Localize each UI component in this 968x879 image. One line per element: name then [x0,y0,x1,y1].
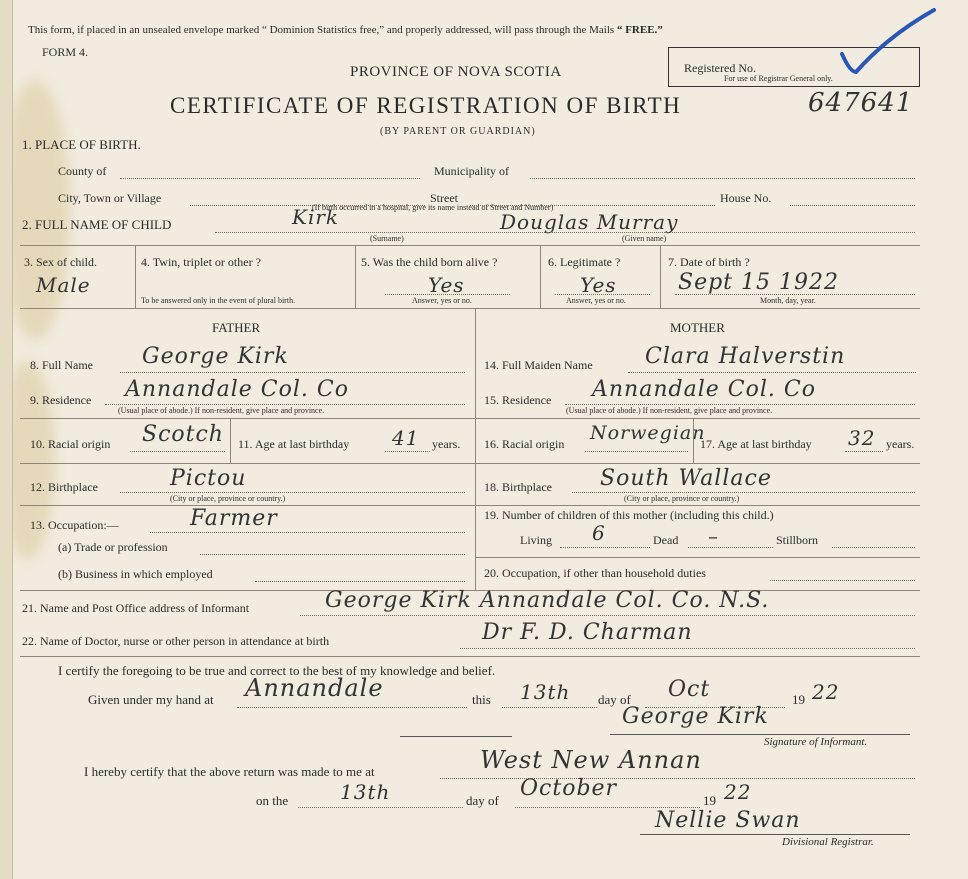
father-age: 41 [392,426,420,450]
registrar-place-line [440,778,915,779]
father-race-label: 10. Racial origin [30,437,111,451]
place-of-birth-label: 1. PLACE OF BIRTH. [22,137,141,152]
registrar-day: 13th [340,780,391,804]
mother-birthplace: South Wallace [600,466,772,491]
registrar-statement: I hereby certify that the above return was made to me at [84,764,375,779]
county-line [120,178,420,179]
doctor-line [460,648,915,649]
trade-line [200,554,465,555]
dead-line [688,547,773,548]
certify-year-prefix: 19 [792,692,805,707]
divider [475,308,476,590]
mother-race-label: 16. Racial origin [484,437,565,451]
dob-note: Month, day, year. [760,296,816,305]
child-given-name: Douglas Murray [500,210,679,234]
father-age-line [385,451,430,452]
registrar-year-prefix: 19 [703,793,716,808]
certify-place: Annandale [245,674,384,702]
business-label: (b) Business in which employed [58,567,213,581]
certify-year: 22 [812,680,840,704]
mother-birthplace-note: (City or place, province or country.) [624,494,740,503]
page-title: CERTIFICATE OF REGISTRATION OF BIRTH [170,93,682,118]
alive-value: Yes [428,273,465,297]
divider [230,418,231,463]
alive-label: 5. Was the child born alive ? [361,255,498,269]
dob-value: Sept 15 1922 [678,270,839,295]
father-birthplace-line [120,492,465,493]
informant-signature: George Kirk [622,704,769,729]
registrar-day-of-label: day of [466,793,499,808]
doctor-name: Dr F. D. Charman [482,620,693,645]
binding-edge [0,0,13,879]
registrar-signature-line [640,834,910,835]
father-residence: Annandale Col. Co [125,377,349,402]
dob-label: 7. Date of birth ? [668,255,750,269]
surname-caption: (Surname) [370,234,404,243]
on-the-label: on the [256,793,289,808]
trade-label: (a) Trade or profession [58,540,168,554]
mother-residence: Annandale Col. Co [592,377,816,402]
registrar-signature: Nellie Swan [655,808,801,833]
mother-residence-note: (Usual place of abode.) If non-resident, give place and province. [566,406,773,415]
house-label: House No. [720,191,772,205]
blank-rule [400,736,512,737]
informant-signature-line [610,734,910,735]
registrar-year: 22 [724,780,752,804]
divider [20,308,920,309]
informant-name-address: George Kirk Annandale Col. Co. N.S. [325,588,770,613]
municipality-line [530,178,915,179]
registrar-month: October [520,776,618,801]
certify-day-line [502,707,597,708]
father-name: George Kirk [142,344,289,369]
hospital-note: (If birth occurred in a hospital, give its name instead of Street and Number) [312,203,554,212]
legitimate-label: 6. Legitimate ? [548,255,621,269]
mother-name-label: 14. Full Maiden Name [484,358,593,372]
father-residence-note: (Usual place of abode.) If non-resident, give place and province. [118,406,325,415]
divider [475,557,920,558]
mother-maiden-name: Clara Halverstin [645,344,846,369]
mother-years: years. [886,437,915,451]
legitimate-note: Answer, yes or no. [566,296,626,305]
mother-race-line [585,451,688,452]
house-line [790,205,915,206]
father-birthplace-label: 12. Birthplace [30,480,98,494]
informant-signature-caption: Signature of Informant. [764,736,868,748]
mother-race: Norwegian [590,422,706,444]
mother-birthplace-line [572,492,915,493]
mother-residence-label: 15. Residence [484,393,552,407]
father-race-line [130,451,225,452]
twin-note: To be answered only in the event of plural birth. [141,296,296,305]
alive-line [385,294,510,295]
father-race: Scotch [142,422,224,447]
sex-label: 3. Sex of child. [24,255,97,269]
certify-place-line [237,707,467,708]
living-label: Living [520,533,552,547]
business-line [255,581,465,582]
day-of-label: day of [598,692,631,707]
father-birthplace: Pictou [170,466,247,491]
registered-label: Registered No. [684,61,756,75]
living-count: 6 [592,521,606,545]
page-subtitle: (BY PARENT OR GUARDIAN) [380,126,536,137]
child-name-line [215,232,915,233]
city-label: City, Town or Village [58,191,162,205]
mother-occupation-label: 20. Occupation, if other than household duties [484,566,706,580]
mother-age: 32 [848,426,876,450]
province-heading: PROVINCE OF NOVA SCOTIA [350,64,562,80]
doctor-label: 22. Name of Doctor, nurse or other person in attendance at birth [22,634,330,648]
registrar-caption: Divisional Registrar. [782,836,874,848]
registrar-use-note: For use of Registrar General only. [724,74,833,83]
father-occupation: Farmer [190,506,278,531]
certify-day: 13th [520,680,571,704]
father-name-label: 8. Full Name [30,358,93,372]
municipality-label: Municipality of [434,164,509,178]
sex-value: Male [36,273,91,297]
divider [660,245,661,308]
alive-note: Answer, yes or no. [412,296,472,305]
divider [355,245,356,308]
stillborn-label: Stillborn [776,533,819,547]
mother-age-label: 17. Age at last birthday [700,437,812,451]
given-name-caption: (Given name) [622,234,667,243]
twin-label: 4. Twin, triplet or other ? [141,255,261,269]
father-birthplace-note: (City or place, province or country.) [170,494,286,503]
registrar-day-line [298,807,463,808]
legitimate-line [555,294,650,295]
father-occupation-label: 13. Occupation:— [30,518,119,532]
divider [20,656,920,657]
registered-number: 647641 [808,88,914,118]
given-under-label: Given under my hand at [88,692,214,707]
street-label: Street [430,191,458,205]
dead-count: – [708,524,719,548]
this-label: this [472,692,491,707]
county-label: County of [58,164,107,178]
divider [20,245,920,246]
father-age-label: 11. Age at last birthday [238,437,350,451]
informant-line [300,615,915,616]
divider [20,463,920,464]
mother-heading: MOTHER [670,320,725,335]
divider [135,245,136,308]
checkmark-icon [838,6,938,86]
children-label: 19. Number of children of this mother (including this child.) [484,508,774,522]
divider [20,418,920,419]
mother-occupation-line [770,580,915,581]
child-surname: Kirk [292,205,340,229]
father-occupation-line [150,532,465,533]
living-line [560,547,650,548]
certify-statement: I certify the foregoing to be true and correct to the best of my knowledge and belief. [58,663,496,678]
divider [20,505,920,506]
mother-residence-line [565,404,915,405]
mother-age-line [845,451,883,452]
father-years: years. [432,437,461,451]
divider [540,245,541,308]
stillborn-line [832,547,915,548]
mother-name-line [628,372,916,373]
form-number: FORM 4. [42,45,89,59]
postal-notice: This form, if placed in an unsealed envelope marked “ Dominion Statistics free,” and properly addressed, will pass through the Mails “ FREE.” [28,24,663,36]
father-heading: FATHER [212,320,261,335]
father-name-line [120,372,465,373]
father-residence-line [105,404,465,405]
registrar-place: West New Annan [480,746,702,774]
informant-label: 21. Name and Post Office address of Informant [22,601,250,615]
mother-birthplace-label: 18. Birthplace [484,480,552,494]
legitimate-value: Yes [580,273,617,297]
dead-label: Dead [653,533,679,547]
child-name-label: 2. FULL NAME OF CHILD [22,217,172,232]
dob-line [675,294,915,295]
certify-month: Oct [668,677,711,702]
father-residence-label: 9. Residence [30,393,92,407]
